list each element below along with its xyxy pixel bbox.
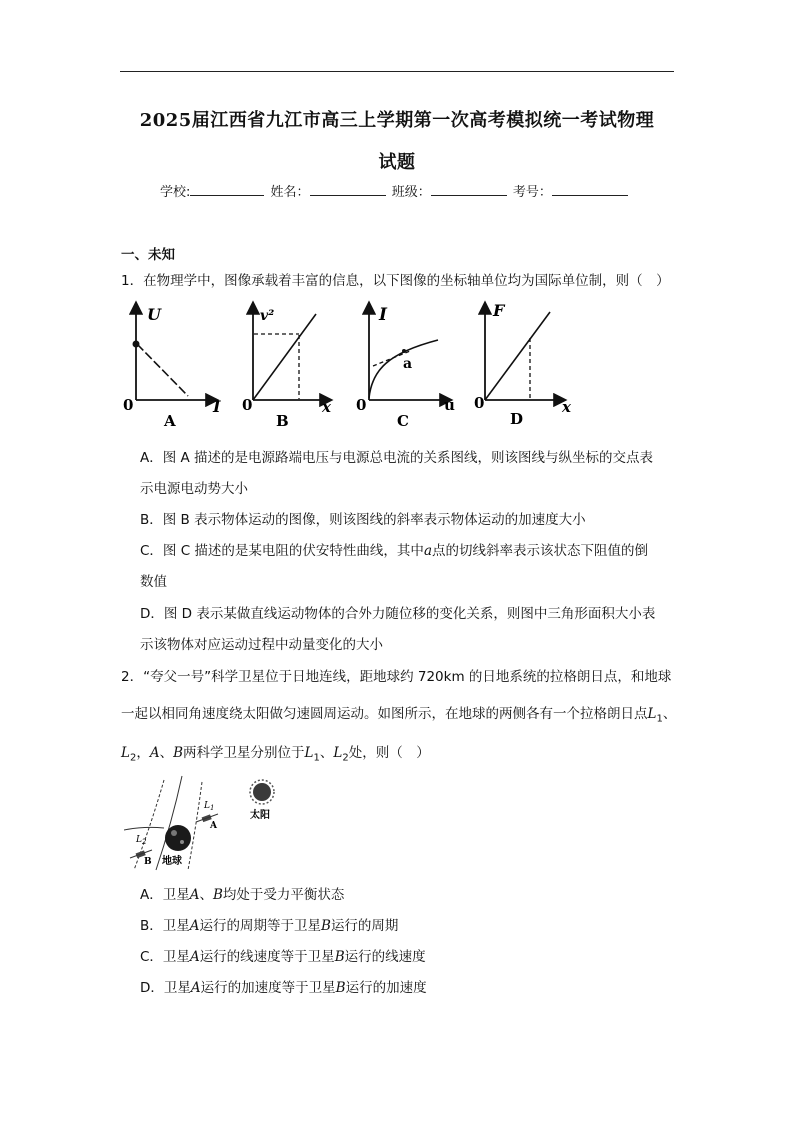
variable-a: A xyxy=(189,887,200,903)
variable-b: B xyxy=(213,887,223,903)
a-label: A xyxy=(210,821,217,831)
class-field[interactable] xyxy=(431,182,507,196)
comma: ， xyxy=(136,745,150,761)
question-2-line2 xyxy=(121,702,676,725)
graph-b xyxy=(242,304,332,430)
graph-d-x-label: x xyxy=(562,398,571,416)
graph-d-caption: D xyxy=(510,410,524,428)
subscript-2: 2 xyxy=(129,752,137,764)
class-label: 班级： xyxy=(391,185,431,200)
separator: 、 xyxy=(662,706,677,722)
separator: 、 xyxy=(159,745,174,761)
variable-b: B xyxy=(321,918,331,934)
student-info-row xyxy=(160,181,630,200)
l2-label-main: L xyxy=(136,835,142,845)
exam-number-label: 考号： xyxy=(512,185,552,200)
page-title: 2025届江西省九江市高三上学期第一次高考模拟统一考试物理 xyxy=(139,110,655,131)
name-field[interactable] xyxy=(310,182,386,196)
variable-a: A xyxy=(189,949,200,965)
graph-c-point-label: a xyxy=(403,356,413,372)
graph-c-y-label: I xyxy=(379,305,387,325)
graph-a-origin: 0 xyxy=(123,396,134,414)
q1-option-c-line1[interactable] xyxy=(140,539,648,559)
q2-option-b[interactable] xyxy=(140,914,398,934)
graph-b-caption: B xyxy=(276,412,289,430)
variable-a: A xyxy=(190,980,201,996)
graph-d-origin: 0 xyxy=(474,394,485,412)
q1-figure xyxy=(120,298,590,430)
name-label: 姓名： xyxy=(270,185,310,200)
sun-label: 太阳 xyxy=(250,810,270,821)
q2-option-c-text: C．卫星 xyxy=(140,949,190,965)
q2-option-a-text: A．卫星 xyxy=(140,887,190,903)
separator: 、 xyxy=(319,745,334,761)
q2-option-b-text-end: 运行的周期 xyxy=(330,918,399,934)
graph-a-y-label: U xyxy=(147,305,161,324)
q1-option-a-line1[interactable]: A．图 A 描述的是电源路端电压与电源总电流的关系图线，则该图线与纵坐标的交点表 xyxy=(140,450,654,466)
subscript-1: 1 xyxy=(313,752,320,764)
graph-a-x-label: I xyxy=(213,397,221,416)
q2-figure xyxy=(124,772,284,872)
subscript-2: 2 xyxy=(342,752,349,764)
graph-c-origin: 0 xyxy=(356,396,367,414)
subscript-1: 1 xyxy=(656,713,663,725)
l1-label-sub: 1 xyxy=(209,804,215,812)
graph-d xyxy=(474,301,572,428)
q1-option-c-text: C．图 C 描述的是某电阻的伏安特性曲线，其中 xyxy=(140,543,424,559)
l1-label xyxy=(203,801,214,812)
l1-label-main: L xyxy=(204,801,210,811)
question-2-text-end: 处，则（ ） xyxy=(348,745,430,761)
graph-b-origin: 0 xyxy=(242,396,253,414)
question-2-line3 xyxy=(121,741,430,764)
variable-l1: L xyxy=(304,745,314,761)
q2-option-d-text-mid: 运行的加速度等于卫星 xyxy=(200,980,336,996)
q2-option-b-text-mid: 运行的周期等于卫星 xyxy=(199,918,322,934)
school-field[interactable] xyxy=(190,182,264,196)
graph-d-y-label: F xyxy=(493,301,505,320)
l2-label xyxy=(135,835,147,846)
q2-option-c-text-mid: 运行的线速度等于卫星 xyxy=(199,949,335,965)
variable-b: B xyxy=(335,980,346,996)
q2-option-b-text: B．卫星 xyxy=(140,918,190,934)
q1-option-d-line1[interactable]: D．图 D 表示某做直线运动物体的合外力随位移的变化关系，则图中三角形面积大小表 xyxy=(140,606,656,622)
q1-option-d-line2: 示该物体对应运动过程中动量变化的大小 xyxy=(140,637,383,653)
school-label: 学校: xyxy=(160,185,191,200)
page-title-line2: 试题 xyxy=(378,152,416,173)
earth-icon xyxy=(165,825,191,851)
l2-label-sub: 2 xyxy=(141,838,147,846)
question-2-text-mid: 两科学卫星分别位于 xyxy=(183,745,305,761)
q2-option-a[interactable] xyxy=(140,883,344,903)
exam-number-field[interactable] xyxy=(552,182,628,196)
section-heading: 一、未知 xyxy=(121,247,175,263)
b-label: B xyxy=(144,857,152,867)
variable-l1: L xyxy=(647,706,657,722)
variable-l2: L xyxy=(121,745,130,761)
variable-b: B xyxy=(173,745,184,761)
graph-c-caption: C xyxy=(397,412,409,430)
q1-option-b[interactable]: B．图 B 表示物体运动的图像，则该图线的斜率表示物体运动的加速度大小 xyxy=(140,512,586,528)
variable-a: a xyxy=(423,543,432,559)
q2-option-c[interactable] xyxy=(140,945,426,965)
question-2-line1: 2．“夸父一号”科学卫星位于日地连线，距地球约 720km 的日地系统的拉格朗日点，和地球 xyxy=(121,669,672,685)
question-2-text: 一起以相同角速度绕太阳做匀速圆周运动。如图所示，在地球的两侧各有一个拉格朗日点 xyxy=(121,706,648,722)
q2-option-c-text-end: 运行的线速度 xyxy=(344,949,426,965)
variable-b: B xyxy=(334,949,345,965)
q1-option-c-text-end: 点的切线斜率表示该状态下阻值的倒 xyxy=(432,543,648,559)
variable-a: A xyxy=(189,918,200,934)
variable-a: A xyxy=(149,745,160,761)
earth-label: 地球 xyxy=(162,856,182,867)
question-1-stem: 1．在物理学中，图像承载着丰富的信息，以下图像的坐标轴单位均为国际单位制，则（ ） xyxy=(121,273,670,289)
graph-b-y-label: v² xyxy=(260,308,275,324)
graph-c-x-label: u xyxy=(444,396,455,414)
graph-c xyxy=(356,304,455,430)
variable-l2: L xyxy=(333,745,343,761)
q2-option-a-text-end: 均处于受力平衡状态 xyxy=(222,887,345,903)
q1-option-a-line2: 示电源电动势大小 xyxy=(140,481,248,497)
q2-option-d-text: D．卫星 xyxy=(140,980,191,996)
q2-option-d-text-end: 运行的加速度 xyxy=(345,980,427,996)
graph-a-caption: A xyxy=(164,412,176,430)
header-rule xyxy=(120,71,674,72)
separator: 、 xyxy=(199,887,213,903)
graph-a xyxy=(123,304,221,430)
q1-option-c-line2: 数值 xyxy=(140,574,167,590)
q2-option-d[interactable] xyxy=(140,976,427,996)
sun-icon xyxy=(250,780,274,804)
graph-b-x-label: x xyxy=(322,398,331,416)
